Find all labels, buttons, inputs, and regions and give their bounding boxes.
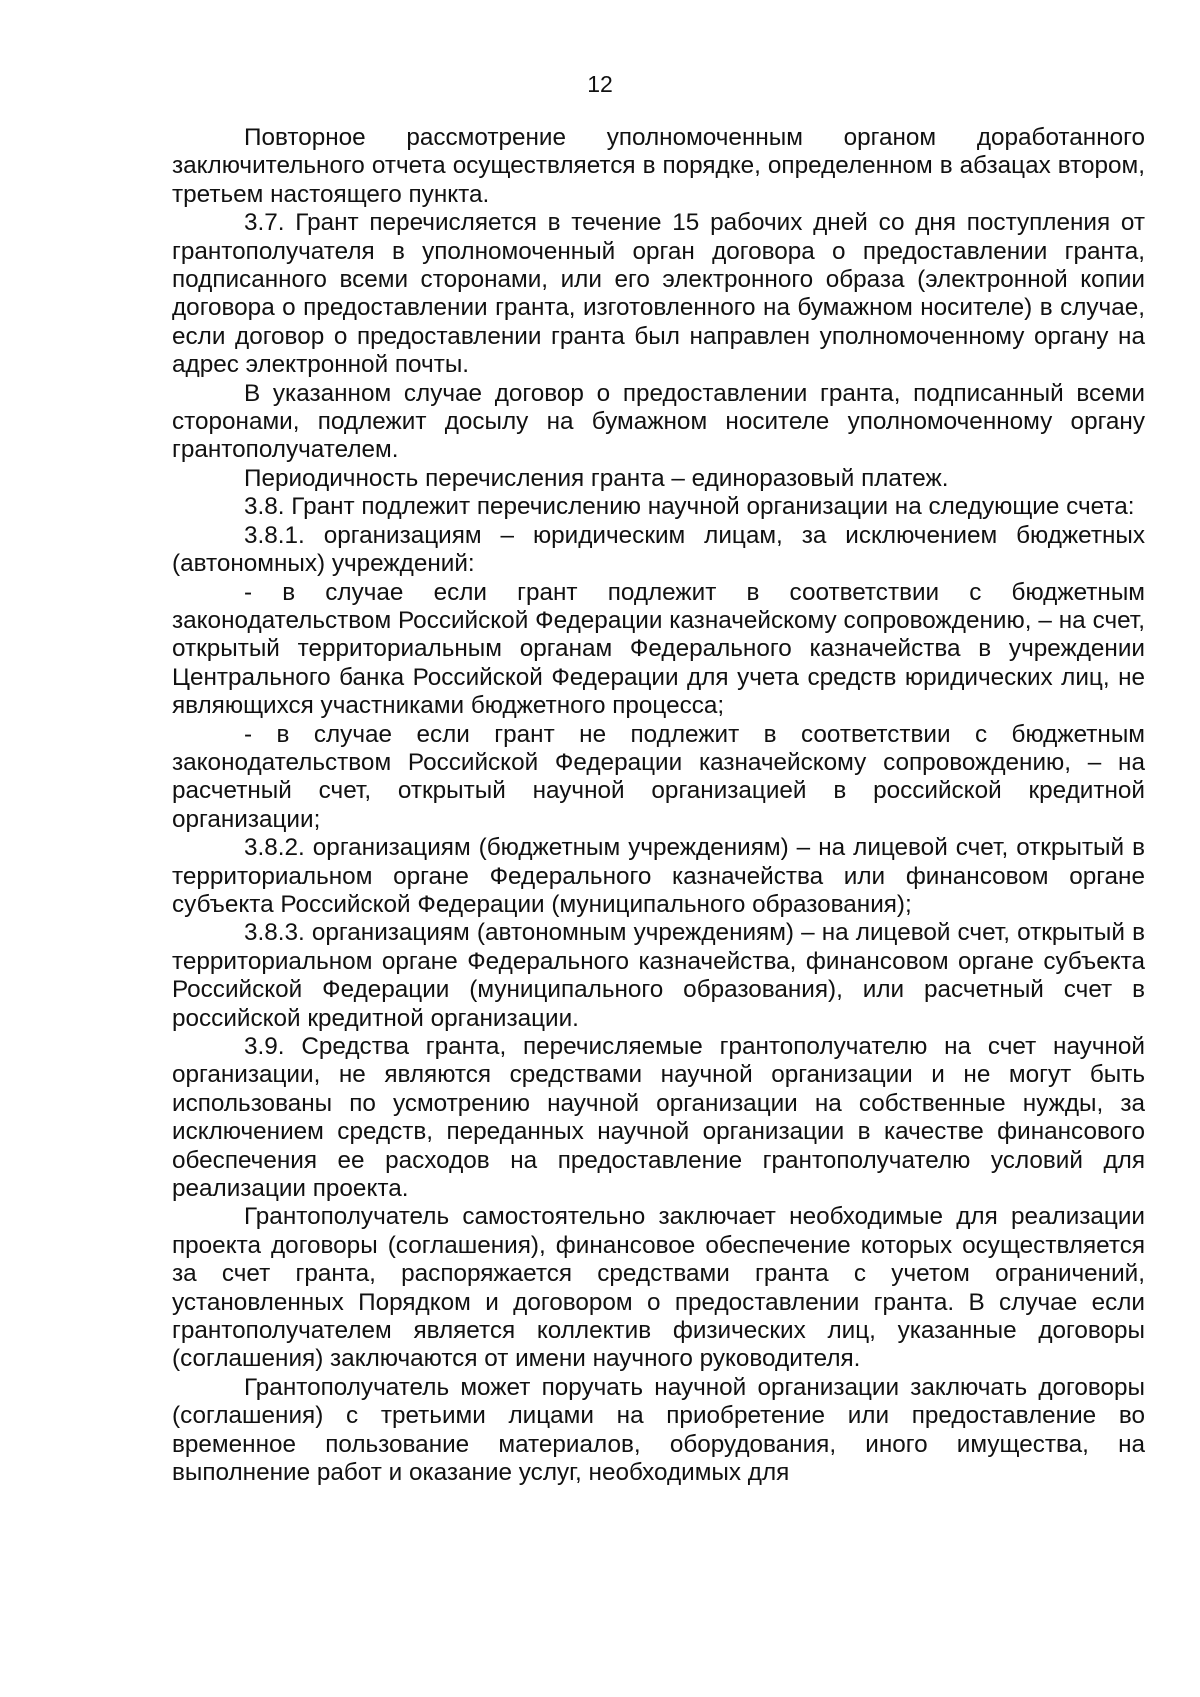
- paragraph-3-8: 3.8. Грант подлежит перечислению научной организации на следующие счета:: [244, 493, 1135, 521]
- paragraph-final-report-review: Повторное рассмотрение уполномоченным органом доработанного заключительного отчета осуществляется в порядке, определенном в абзацах втором, третьем настоящего пункта.: [172, 124, 1145, 208]
- paragraph-signed-contract: В указанном случае договор о предоставлении гранта, подписанный всеми сторонами, подлежит досылу на бумажном носителе уполномоченному органу грантополучателем.: [172, 379, 1145, 464]
- paragraph-3-7: 3.7. Грант перечисляется в течение 15 рабочих дней со дня поступления от грантополучателя в уполномоченный орган договора о предоставлении гранта, подписанного всеми сторонами, или его электронного образа (электронной копии договора о предоставлении гранта, изготовленного на бумажном носителе) в случае, если договор о предоставлении гранта был направлен уполномоченному органу на адрес электронной почты.: [172, 209, 1145, 379]
- paragraph-no-treasury-support-case: - в случае если грант не подлежит в соответствии с бюджетным законодательством Российской Федерации казначейскому сопровождению, – на расчетный счет, открытый научной организацией в российской кредитной организации;: [172, 720, 1145, 833]
- document-body: [172, 124, 1145, 1488]
- page-number: 12: [587, 71, 613, 97]
- paragraph-third-party-contracts: Грантополучатель может поручать научной организации заключать договоры (соглашения) с третьими лицами на приобретение или предоставление во временное пользование материалов, оборудования, иного имущества, на выполнение работ и оказание услуг, необходимых для: [172, 1373, 1145, 1487]
- paragraph-3-8-2: 3.8.2. организациям (бюджетным учреждениям) – на лицевой счет, открытый в территориальном органе Федерального казначейства или финансовом органе субъекта Российской Федерации (муниципального образования);: [172, 834, 1145, 918]
- paragraph-3-9: 3.9. Средства гранта, перечисляемые грантополучателю на счет научной организации, не являются средствами научной организации и не могут быть использованы по усмотрению научной организации на собственные нужды, за исключением средств, переданных научной организации в качестве финансового обеспечения ее расходов на предоставление грантополучателю условий для реализации проекта.: [172, 1033, 1145, 1203]
- paragraph-payment-frequency: Периодичность перечисления гранта – единоразовый платеж.: [244, 464, 949, 492]
- paragraph-treasury-support-case: - в случае если грант подлежит в соответствии с бюджетным законодательством Российской Федерации казначейскому сопровождению, – на счет, открытый территориальным органам Федерального казначейства в учреждении Центрального банка Российской Федерации для учета средств юридических лиц, не являющихся участниками бюджетного процесса;: [172, 578, 1145, 720]
- paragraph-3-8-3: 3.8.3. организациям (автономным учреждениям) – на лицевой счет, открытый в территориальном органе Федерального казначейства, финансовом органе субъекта Российской Федерации (муниципального образования), или расчетный счет в российской кредитной организации.: [172, 919, 1145, 1032]
- paragraph-3-8-1: 3.8.1. организациям – юридическим лицам, за исключением бюджетных (автономных) учреждений:: [172, 521, 1145, 578]
- paragraph-contract-authority: Грантополучатель самостоятельно заключает необходимые для реализации проекта договоры (соглашения), финансовое обеспечение которых осуществляется за счет гранта, распоряжается средствами гранта с учетом ограничений, установленных Порядком и договором о предоставлении гранта. В случае если грантополучателем является коллектив физических лиц, указанные договоры (соглашения) заключаются от имени научного руководителя.: [172, 1203, 1145, 1373]
